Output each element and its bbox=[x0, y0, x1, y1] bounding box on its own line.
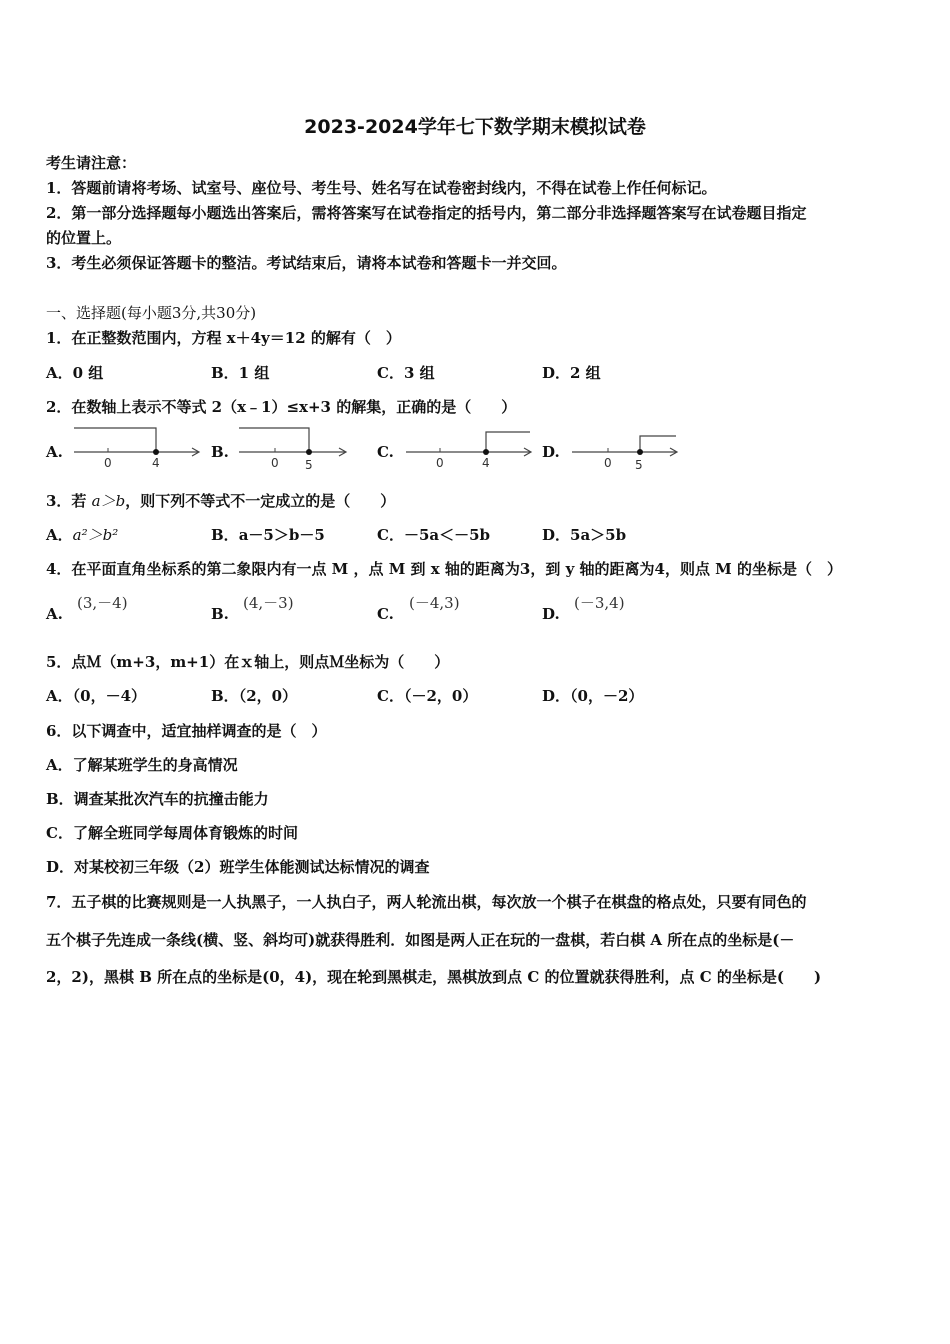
q6-stem: 6．以下调查中，适宜抽样调查的是（ ） bbox=[46, 722, 327, 740]
q3-option-b bbox=[211, 524, 325, 545]
q4-option-a: (3,－4) bbox=[77, 594, 128, 612]
q2-c-zero-label: 0 bbox=[436, 456, 444, 470]
q2-c-mark-label: 4 bbox=[482, 456, 490, 470]
q2-a-mark-label: 4 bbox=[152, 456, 160, 470]
q2-label-a: A. bbox=[46, 443, 63, 461]
q5-option-a-text: （0，－4） bbox=[72, 687, 147, 705]
q3-stem-prefix: 3．若 bbox=[46, 492, 92, 510]
q5-option-d-text: （0，－2） bbox=[570, 687, 644, 705]
q5-label-a: A． bbox=[46, 687, 73, 705]
q2-b-zero-label: 0 bbox=[271, 456, 279, 470]
q3-label-d: D． bbox=[542, 526, 571, 544]
q5-option-b-text: （2，0） bbox=[238, 687, 298, 705]
q3-option-b-text: a－5＞b－5 bbox=[238, 526, 325, 544]
q3-label-a: A． bbox=[46, 526, 73, 544]
q3-label-b: B． bbox=[211, 526, 239, 544]
notice-item-1: 1．答题前请将考场、试室号、座位号、考生号、姓名写在试卷密封线内，不得在试卷上作任何标记。 bbox=[46, 179, 717, 197]
q2-d-zero-label: 0 bbox=[604, 456, 612, 470]
q2-number-line-b bbox=[235, 422, 370, 472]
q7-line-2: 五个棋子先连成一条线(横、竖、斜均可)就获得胜利．如图是两人正在玩的一盘棋，若白棋 A 所在点的坐标是(－ bbox=[46, 931, 795, 949]
q1-option-a: A．0 组 bbox=[46, 364, 104, 382]
q7-line-1: 7．五子棋的比赛规则是一人执黑子，一人执白子，两人轮流出棋，每次放一个棋子在棋盘的格点处，只要有同色的 bbox=[46, 893, 807, 911]
q3-option-a bbox=[46, 524, 118, 545]
q4-label-b: B. bbox=[211, 605, 229, 623]
q1-stem: 1．在正整数范围内，方程 x＋4y＝12 的解有（ ） bbox=[46, 329, 401, 347]
notice-item-2-cont: 的位置上。 bbox=[46, 229, 122, 247]
notice-heading: 考生请注意： bbox=[46, 154, 137, 172]
q3-option-c bbox=[377, 524, 490, 545]
q5-label-b: B． bbox=[211, 687, 239, 705]
q6-option-d: D．对某校初三年级（2）班学生体能测试达标情况的调查 bbox=[46, 858, 430, 876]
q3-stem-math: a＞b bbox=[91, 492, 126, 510]
q6-option-b: B．调查某批次汽车的抗撞击能力 bbox=[46, 790, 269, 808]
q1-option-b: B．1 组 bbox=[211, 364, 270, 382]
q5-option-d bbox=[542, 685, 643, 706]
q5-label-d: D． bbox=[542, 687, 571, 705]
q6-option-a: A．了解某班学生的身高情况 bbox=[46, 756, 238, 774]
q4-label-a: A. bbox=[46, 605, 63, 623]
q3-option-d-text: 5a＞5b bbox=[570, 526, 627, 544]
q4-option-d: (－3,4) bbox=[574, 594, 625, 612]
q7-line-3: 2，2)，黑棋 B 所在点的坐标是(0，4)，现在轮到黑棋走，黑棋放到点 C 的位置就获得胜利，点 C 的坐标是( ) bbox=[46, 968, 822, 986]
notice-item-2: 2．第一部分选择题每小题选出答案后，需将答案写在试卷指定的括号内，第二部分非选择题答案写在试卷题目指定 bbox=[46, 204, 807, 222]
q2-a-zero-label: 0 bbox=[104, 456, 112, 470]
q3-option-c-text: －5a＜－5b bbox=[403, 526, 491, 544]
page-title: 2023-2024学年七下数学期末模拟试卷 bbox=[304, 116, 646, 138]
q3-label-c: C． bbox=[377, 526, 404, 544]
q5-option-c bbox=[377, 685, 477, 706]
q1-option-d: D．2 组 bbox=[542, 364, 601, 382]
q5-label-c: C． bbox=[377, 687, 404, 705]
q5-option-b bbox=[211, 685, 297, 706]
q2-number-line-d bbox=[568, 422, 703, 472]
q1-option-c: C．3 组 bbox=[377, 364, 435, 382]
q2-label-d: D. bbox=[542, 443, 560, 461]
q4-stem: 4．在平面直角坐标系的第二象限内有一点 M ，点 M 到 x 轴的距离为3，到 y 轴的距离为4，则点 M 的坐标是（ ） bbox=[46, 560, 843, 578]
q3-option-a-text: a²＞b² bbox=[72, 526, 119, 544]
q4-label-c: C. bbox=[377, 605, 394, 623]
notice-item-3: 3．考生必须保证答题卡的整洁。考试结束后，请将本试卷和答题卡一并交回。 bbox=[46, 254, 567, 272]
q3-stem-suffix: ，则下列不等式不一定成立的是（ ） bbox=[125, 492, 396, 510]
q2-label-c: C. bbox=[377, 443, 394, 461]
q2-number-line-c bbox=[402, 422, 537, 472]
q4-label-d: D. bbox=[542, 605, 560, 623]
q2-d-mark-label: 5 bbox=[635, 458, 643, 472]
q3-stem bbox=[46, 490, 395, 511]
q6-option-c: C．了解全班同学每周体育锻炼的时间 bbox=[46, 824, 298, 842]
q2-label-b: B. bbox=[211, 443, 229, 461]
q2-b-mark-label: 5 bbox=[305, 458, 313, 472]
q5-stem: 5．点Ｍ（m+3，m+1）在ｘ轴上，则点Ｍ坐标为（ ） bbox=[46, 653, 450, 671]
q5-option-a bbox=[46, 685, 146, 706]
q4-option-b: (4,－3) bbox=[243, 594, 294, 612]
q2-number-line-a bbox=[70, 422, 205, 472]
q5-option-c-text: （－2，0） bbox=[403, 687, 478, 705]
q3-option-d bbox=[542, 524, 626, 545]
q4-option-c: (－4,3) bbox=[409, 594, 460, 612]
q2-stem: 2．在数轴上表示不等式 2（x﹣1）≤x+3 的解集，正确的是（ ） bbox=[46, 398, 517, 416]
section-heading: 一、选择题(每小题3分,共30分) bbox=[46, 304, 257, 322]
